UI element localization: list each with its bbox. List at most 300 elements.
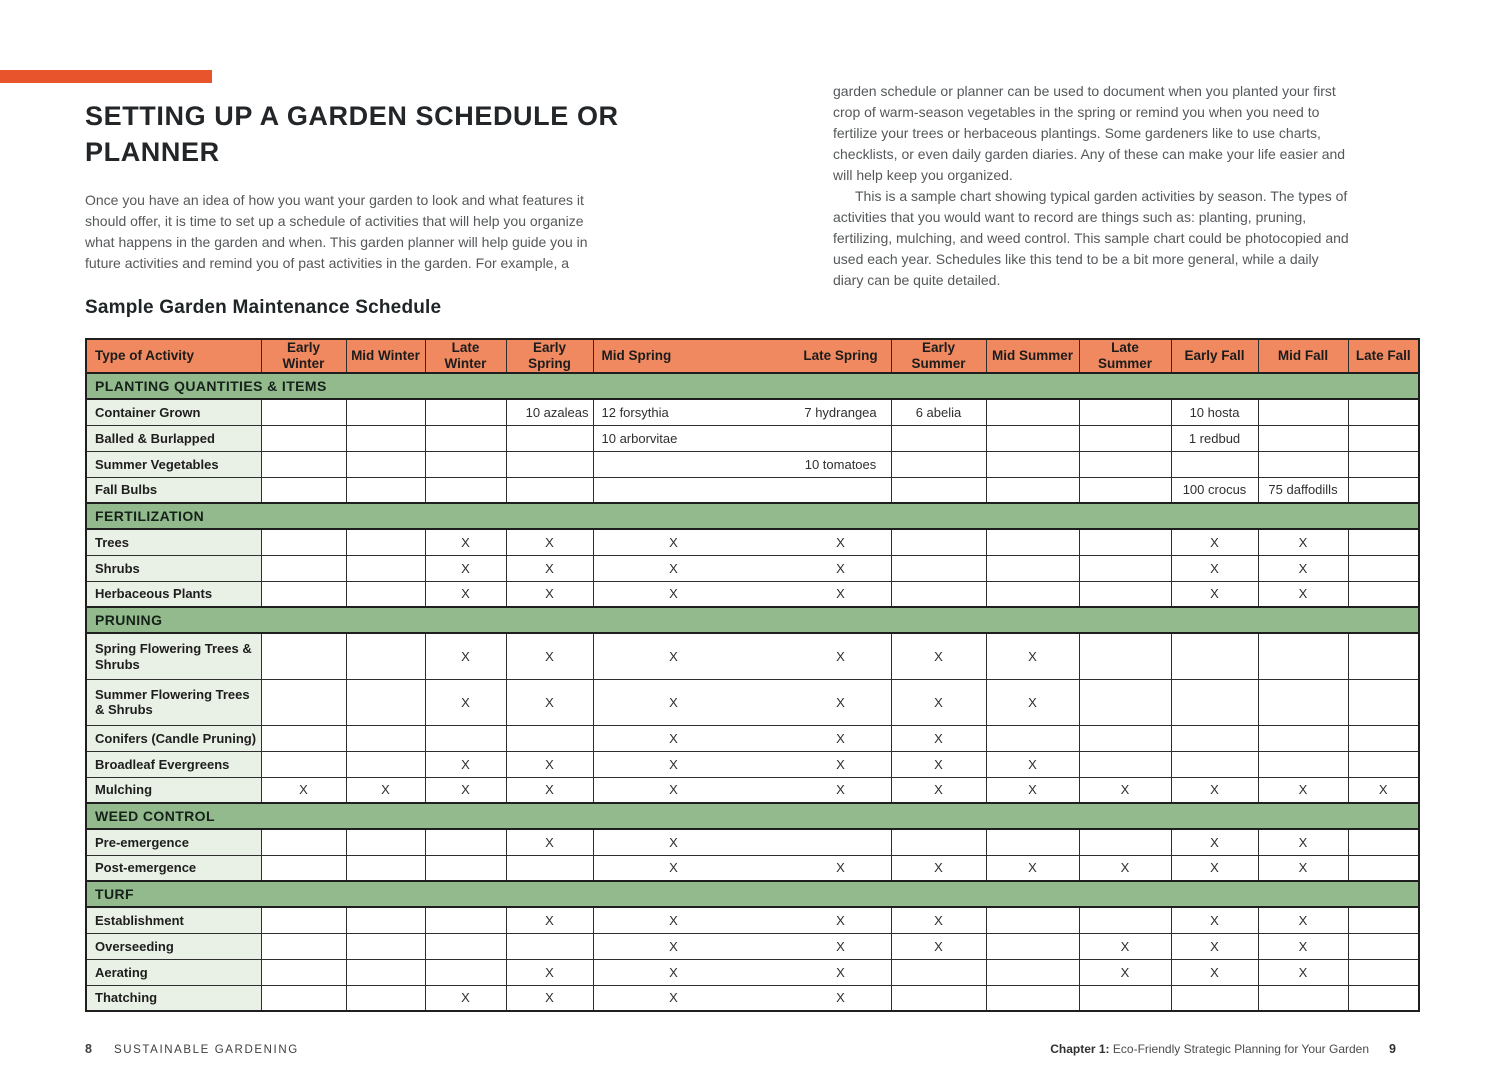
late-spring-value: X [836,694,845,710]
schedule-cell [1079,477,1171,503]
schedule-cell [346,633,425,679]
schedule-cell [1348,633,1419,679]
schedule-cell [1079,829,1171,855]
schedule-cell [261,451,346,477]
schedule-cell: X [506,751,593,777]
schedule-cell [1079,581,1171,607]
schedule-cell [346,451,425,477]
col-header-mid-late-spring [593,339,891,373]
schedule-cell [346,477,425,503]
schedule-cell [1348,529,1419,555]
schedule-cell: X [891,855,986,881]
schedule-cell [986,529,1079,555]
schedule-cell [261,425,346,451]
activity-label: Trees [86,529,261,555]
footer-left [85,1042,299,1056]
schedule-cell [346,855,425,881]
schedule-cell: 10 azaleas [506,399,593,425]
schedule-cell: X [425,633,506,679]
schedule-cell-merged [593,985,891,1011]
schedule-cell: X [1258,581,1348,607]
col-header-activity: Type of Activity [86,339,261,373]
schedule-cell: X [506,581,593,607]
section-header: PRUNING [86,607,1419,633]
schedule-cell: X [1171,555,1258,581]
section-header: TURF [86,881,1419,907]
schedule-table [85,338,1420,1012]
activity-label: Balled & Burlapped [86,425,261,451]
schedule-cell [891,425,986,451]
schedule-cell: X [891,777,986,803]
schedule-cell [1348,855,1419,881]
section-header: PLANTING QUANTITIES & ITEMS [86,373,1419,399]
late-spring-value: X [836,938,845,954]
schedule-cell [346,907,425,933]
schedule-cell: 6 abelia [891,399,986,425]
schedule-cell [425,725,506,751]
mid-spring-value: X [669,938,678,954]
mid-spring-value: X [669,756,678,772]
schedule-cell: X [1258,933,1348,959]
schedule-cell [506,725,593,751]
schedule-cell [261,933,346,959]
col-header-late-summer: Late Summer [1079,339,1171,373]
schedule-cell [986,933,1079,959]
schedule-cell [986,907,1079,933]
schedule-cell [986,399,1079,425]
schedule-cell: X [1171,581,1258,607]
schedule-cell: X [1171,855,1258,881]
schedule-table-container [85,338,1420,1012]
schedule-cell: X [891,907,986,933]
activity-label: Post-emergence [86,855,261,881]
mid-spring-value: X [669,964,678,980]
schedule-cell: X [1348,777,1419,803]
section-row [86,373,1419,399]
schedule-cell [1348,959,1419,985]
schedule-cell: X [1171,529,1258,555]
schedule-cell [506,477,593,503]
schedule-cell [1348,933,1419,959]
schedule-cell [1258,399,1348,425]
book-title: SUSTAINABLE GARDENING [113,1044,299,1056]
schedule-cell: X [986,777,1079,803]
table-title: Sample Garden Maintenance Schedule [85,297,442,318]
schedule-cell: X [1171,907,1258,933]
schedule-cell [1348,907,1419,933]
schedule-cell: X [986,751,1079,777]
schedule-cell [346,581,425,607]
schedule-cell [891,477,986,503]
table-row [86,751,1419,777]
schedule-cell [1171,679,1258,725]
schedule-cell: X [1079,855,1171,881]
late-spring-value: X [836,586,845,602]
schedule-cell: X [506,829,593,855]
activity-label: Overseeding [86,933,261,959]
schedule-cell [1258,425,1348,451]
schedule-cell [261,555,346,581]
schedule-cell: X [1079,933,1171,959]
schedule-cell [1348,751,1419,777]
schedule-cell [261,907,346,933]
schedule-cell: X [986,855,1079,881]
table-row [86,679,1419,725]
schedule-cell: X [425,777,506,803]
section-header: FERTILIZATION [86,503,1419,529]
activity-label: Establishment [86,907,261,933]
schedule-cell [1079,907,1171,933]
schedule-cell: X [346,777,425,803]
schedule-cell: X [506,907,593,933]
schedule-cell: X [891,633,986,679]
activity-label: Shrubs [86,555,261,581]
schedule-cell-merged [593,751,891,777]
schedule-cell: X [506,529,593,555]
schedule-cell [261,725,346,751]
schedule-cell: X [1258,959,1348,985]
col-header-mid-winter: Mid Winter [346,339,425,373]
table-row [86,855,1419,881]
schedule-cell [1348,581,1419,607]
schedule-cell [425,907,506,933]
schedule-cell: X [506,679,593,725]
schedule-cell: X [891,725,986,751]
schedule-cell-merged [593,933,891,959]
schedule-cell-merged [593,477,891,503]
schedule-cell [1079,985,1171,1011]
schedule-cell [261,581,346,607]
chapter-label: Chapter 1: [1050,1042,1110,1056]
schedule-cell [986,451,1079,477]
late-spring-value: X [836,730,845,746]
schedule-cell [346,679,425,725]
mid-spring-value: X [669,912,678,928]
col-header-late-spring: Late Spring [803,348,878,364]
schedule-cell [506,451,593,477]
schedule-cell [346,399,425,425]
schedule-cell-merged [593,725,891,751]
schedule-cell [986,985,1079,1011]
table-row [86,399,1419,425]
schedule-cell [425,399,506,425]
schedule-cell [346,725,425,751]
schedule-cell [261,633,346,679]
schedule-cell-merged [593,855,891,881]
schedule-cell [1171,451,1258,477]
schedule-cell-merged [593,529,891,555]
intro-column-right [833,81,1351,291]
schedule-cell [1348,985,1419,1011]
schedule-cell: X [425,529,506,555]
schedule-cell [1079,451,1171,477]
schedule-cell [1079,399,1171,425]
schedule-cell [1348,477,1419,503]
schedule-cell [1079,425,1171,451]
schedule-cell [1171,985,1258,1011]
schedule-cell [891,829,986,855]
footer-right [1050,1042,1396,1056]
schedule-cell [1258,451,1348,477]
late-spring-value: X [836,912,845,928]
late-spring-value: X [836,964,845,980]
activity-label: Conifers (Candle Pruning) [86,725,261,751]
schedule-cell [346,751,425,777]
section-row [86,881,1419,907]
schedule-cell [1348,399,1419,425]
mid-spring-value: X [669,782,678,798]
col-header-mid-summer: Mid Summer [986,339,1079,373]
col-header-late-fall: Late Fall [1348,339,1419,373]
schedule-cell [506,933,593,959]
schedule-cell-merged [593,907,891,933]
schedule-cell [1171,751,1258,777]
activity-label: Pre-emergence [86,829,261,855]
schedule-cell: X [425,679,506,725]
schedule-cell [425,451,506,477]
schedule-cell: X [506,555,593,581]
schedule-cell: X [891,751,986,777]
intro-paragraph-left: Once you have an idea of how you want your garden to look and what features it should offer, it is time to set up a schedule of activities that will help you organize what happens in the garden and when. This garden planner will help guide you in future activities and remind you of past activities in the garden. For example, a [85,192,588,271]
activity-label: Mulching [86,777,261,803]
schedule-cell [1258,725,1348,751]
late-spring-value: X [836,534,845,550]
schedule-cell: X [506,985,593,1011]
table-header-row [86,339,1419,373]
schedule-cell [1348,829,1419,855]
schedule-cell: X [1258,855,1348,881]
schedule-cell [261,855,346,881]
schedule-cell [261,399,346,425]
schedule-cell: X [1171,777,1258,803]
activity-label: Container Grown [86,399,261,425]
schedule-cell: 75 daffodills [1258,477,1348,503]
page-number-right: 9 [1389,1042,1396,1056]
table-row [86,555,1419,581]
schedule-cell: X [891,679,986,725]
accent-bar [0,70,212,83]
schedule-cell [1258,751,1348,777]
chapter-title: Eco-Friendly Strategic Planning for Your Garden [1112,1042,1370,1056]
schedule-cell [986,555,1079,581]
section-row [86,803,1419,829]
mid-spring-value: X [669,560,678,576]
late-spring-value: X [836,648,845,664]
schedule-cell [1348,451,1419,477]
schedule-cell-merged [593,777,891,803]
late-spring-value: 10 tomatoes [804,456,877,472]
late-spring-value: 7 hydrangea [804,404,877,420]
schedule-cell [261,679,346,725]
intro-column-left [85,190,590,274]
schedule-cell [891,959,986,985]
col-header-late-winter: Late Winter [425,339,506,373]
schedule-cell [261,829,346,855]
intro-paragraph-right-2: This is a sample chart showing typical garden activities by season. The types of activities that you would want to record are things such as: planting, pruning, fertilizing, mulching, and weed control. This sample chart could be photocopied and used each year. Schedules like this tend to be a bit more general, while a daily diary can be quite detailed. [833,188,1349,288]
schedule-cell: X [1171,959,1258,985]
mid-spring-value: X [669,730,678,746]
schedule-cell [1348,425,1419,451]
schedule-cell: X [425,581,506,607]
schedule-cell-merged [593,581,891,607]
mid-spring-value: X [669,534,678,550]
activity-label: Thatching [86,985,261,1011]
schedule-cell: X [261,777,346,803]
mid-spring-value: X [669,586,678,602]
schedule-cell: X [506,633,593,679]
schedule-cell [1258,633,1348,679]
schedule-cell [506,855,593,881]
schedule-cell [986,425,1079,451]
schedule-cell: X [506,777,593,803]
schedule-cell [1348,679,1419,725]
col-header-mid-spring: Mid Spring [601,348,672,364]
table-row [86,725,1419,751]
schedule-cell [346,555,425,581]
col-header-early-spring: Early Spring [506,339,593,373]
schedule-cell-merged [593,425,891,451]
late-spring-value: X [836,990,845,1006]
schedule-cell-merged [593,829,891,855]
schedule-cell [1348,725,1419,751]
mid-spring-value: X [669,990,678,1006]
schedule-cell [1079,633,1171,679]
schedule-cell: X [1258,907,1348,933]
table-row [86,425,1419,451]
schedule-cell [1348,555,1419,581]
activity-label: Spring Flowering Trees & Shrubs [86,633,261,679]
schedule-cell [425,829,506,855]
schedule-cell [346,985,425,1011]
mid-spring-value: X [669,648,678,664]
intro-paragraph-right-1: garden schedule or planner can be used to document when you planted your first crop of warm-season vegetables in the spring or remind you when you need to fertilize your trees or herbaceous plantings. Some gardeners like to use charts, checklists, or even daily garden diaries. Any of these can make your life easier and will help keep you organized. [833,83,1346,183]
table-row [86,829,1419,855]
schedule-cell: X [1171,829,1258,855]
schedule-cell-merged [593,555,891,581]
schedule-cell [425,933,506,959]
schedule-cell [986,829,1079,855]
schedule-cell [891,451,986,477]
schedule-cell [346,529,425,555]
section-row [86,607,1419,633]
schedule-cell: X [1079,777,1171,803]
schedule-cell [986,725,1079,751]
mid-spring-value: 10 arborvitae [601,430,678,446]
schedule-cell [1079,529,1171,555]
schedule-cell: X [425,985,506,1011]
schedule-cell: X [1171,933,1258,959]
schedule-cell [346,933,425,959]
schedule-cell [891,529,986,555]
schedule-cell [891,555,986,581]
page-title: SETTING UP A GARDEN SCHEDULE OR PLANNER [85,101,619,167]
schedule-cell [346,959,425,985]
schedule-cell [261,529,346,555]
schedule-cell [1079,679,1171,725]
schedule-cell: X [891,933,986,959]
schedule-cell [891,581,986,607]
schedule-cell-merged [593,633,891,679]
table-row [86,581,1419,607]
schedule-cell [346,425,425,451]
schedule-cell: X [986,633,1079,679]
late-spring-value: X [836,860,845,876]
schedule-cell: 1 redbud [1171,425,1258,451]
schedule-cell: X [1258,529,1348,555]
activity-label: Summer Vegetables [86,451,261,477]
schedule-cell [1171,725,1258,751]
table-row [86,477,1419,503]
schedule-cell [425,855,506,881]
table-row [86,985,1419,1011]
schedule-cell [986,477,1079,503]
activity-label: Broadleaf Evergreens [86,751,261,777]
col-header-mid-fall: Mid Fall [1258,339,1348,373]
late-spring-value: X [836,782,845,798]
table-row [86,777,1419,803]
schedule-cell [891,985,986,1011]
schedule-cell-merged [593,399,891,425]
schedule-cell [1171,633,1258,679]
schedule-cell [1258,985,1348,1011]
schedule-cell: X [425,751,506,777]
table-row [86,529,1419,555]
col-header-early-fall: Early Fall [1171,339,1258,373]
schedule-cell [1079,751,1171,777]
schedule-cell [1079,555,1171,581]
schedule-cell [1079,725,1171,751]
schedule-cell [1258,679,1348,725]
schedule-cell [261,985,346,1011]
schedule-cell [986,959,1079,985]
section-header: WEED CONTROL [86,803,1419,829]
schedule-cell: X [506,959,593,985]
schedule-cell [261,959,346,985]
schedule-cell [261,477,346,503]
late-spring-value: X [836,560,845,576]
schedule-table-body [86,373,1419,1011]
table-row [86,633,1419,679]
col-header-early-summer: Early Summer [891,339,986,373]
schedule-cell [346,829,425,855]
schedule-cell [506,425,593,451]
section-row [86,503,1419,529]
schedule-cell: X [425,555,506,581]
schedule-cell [425,477,506,503]
table-row [86,933,1419,959]
schedule-cell: X [1258,829,1348,855]
schedule-cell [261,751,346,777]
activity-label: Herbaceous Plants [86,581,261,607]
schedule-cell: 100 crocus [1171,477,1258,503]
table-row [86,907,1419,933]
mid-spring-value: X [669,860,678,876]
schedule-cell: 10 hosta [1171,399,1258,425]
activity-label: Fall Bulbs [86,477,261,503]
schedule-cell: X [1258,555,1348,581]
activity-label: Summer Flowering Trees & Shrubs [86,679,261,725]
schedule-cell [986,581,1079,607]
mid-spring-value: X [669,834,678,850]
page-number-left: 8 [85,1042,92,1056]
schedule-cell [425,425,506,451]
mid-spring-value: 12 forsythia [601,404,669,420]
table-row [86,451,1419,477]
schedule-cell [425,959,506,985]
schedule-cell-merged [593,451,891,477]
table-row [86,959,1419,985]
schedule-cell: X [986,679,1079,725]
